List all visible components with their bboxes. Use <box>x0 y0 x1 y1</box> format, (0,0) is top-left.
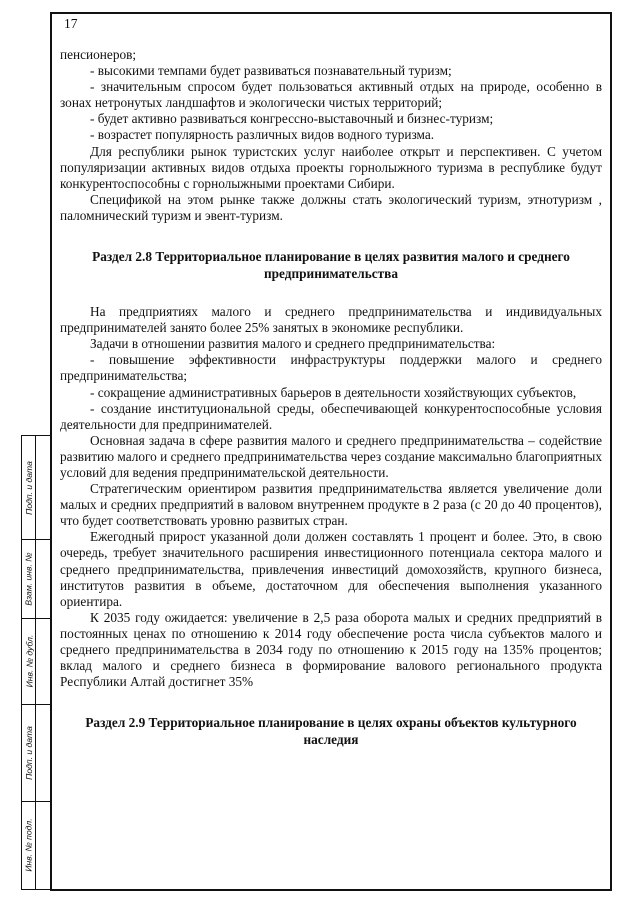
paragraph: Ежегодный прирост указанной доли должен составлять 1 процент и более. Это, в свою очередь, требует значительного расширения инвестиционного потенциала сектора малого и среднего предпринимательства, привлечения инвестиций домохозяйств, крупного бизнеса, институтов развития в объеме, достаточном для обеспечения выполнения указанного ориентира. <box>60 529 602 609</box>
section-heading-2-9: Раздел 2.9 Территориальное планирование в целях охраны объектов культурного наследия <box>85 715 577 747</box>
paragraph: - повышение эффективности инфраструктуры поддержки малого и среднего предпринимательства; <box>60 352 602 384</box>
stamp-block <box>21 435 52 890</box>
stamp-label-orig-inv: Инв. № подл. <box>24 818 35 872</box>
paragraph: Стратегическим ориентиром развития предпринимательства является увеличение доли малых и средних предприятий в валовом внутреннем продукте в 2 раза (с 20 до 40 процентов), что будет соответствовать уровню развитых стран. <box>60 481 602 529</box>
stamp-cell <box>22 704 36 801</box>
paragraph: Для республики рынок туристских услуг наиболее открыт и перспективен. С учетом популяризации активных видов отдыха проекты горнолыжного туризма в республике будут конкурентоспособны с горнолыжными проектами Сибири. <box>60 143 602 191</box>
stamp-cell <box>22 539 36 618</box>
paragraph: К 2035 году ожидается: увеличение в 2,5 раза оборота малых и средних предприятий в постоянных ценах по отношению к 2014 году обеспечение роста числа субъектов малого и среднего предпринимательства в 2034 году по отношению к 2015 году на 135% процентов; вклад малого и среднего бизнеса в формирование валового регионального продукта Республики Алтай достигнет 35% <box>60 609 602 690</box>
spacer <box>60 690 602 715</box>
page-number: 17 <box>64 16 78 31</box>
stamp-label-dup-inv: Инв. № дубл. <box>24 634 35 688</box>
paragraph: Задачи в отношении развития малого и среднего предпринимательства: <box>90 336 496 352</box>
spacer <box>60 224 602 249</box>
spacer <box>60 282 602 304</box>
stamp-label-replace-inv: Взам. инв. № <box>24 551 34 606</box>
paragraph: - значительным спросом будет пользоваться активный отдых на природе, особенно в зонах нетронутых ландшафтов и экологически чистых территорий; <box>60 79 602 111</box>
paragraph: На предприятиях малого и среднего предпринимательства и индивидуальных предпринимателей занято более 25% занятых в экономике республики. <box>60 304 602 336</box>
stamp-cell <box>22 801 36 889</box>
paragraph: Основная задача в сфере развития малого и среднего предпринимательства – содействие развитию малого и среднего предпринимательства через создание максимально благоприятных условий для ведения предпринимательской деятельности. <box>60 432 602 480</box>
paragraph: Спецификой на этом рынке также должны стать экологический туризм, этнотуризм , паломнический туризм и эвент-туризм. <box>60 191 602 223</box>
stamp-cell <box>22 618 36 704</box>
paragraph: - возрастет популярность различных видов водного туризма. <box>90 127 435 143</box>
paragraph: - высокими темпами будет развиваться познавательный туризм; <box>90 63 452 79</box>
stamp-label-sign-date-2: Подп. и дата <box>24 725 34 780</box>
section-heading-2-8: Раздел 2.8 Территориальное планирование в целях развития малого и среднего предпринимательства <box>92 249 570 281</box>
paragraph: пенсионеров; <box>60 47 137 62</box>
paragraph: - создание институциональной среды, обеспечивающей конкурентоспособные условия деятельности для предпринимателей. <box>60 400 602 432</box>
paragraph: - сокращение административных барьеров в деятельности хозяйствующих субъектов, <box>90 384 577 400</box>
document-body <box>60 47 602 748</box>
stamp-label-sign-date-1: Подп. и дата <box>24 460 34 515</box>
stamp-cell <box>22 436 36 539</box>
paragraph: - будет активно развиваться конгрессно-выставочный и бизнес-туризм; <box>90 111 494 127</box>
